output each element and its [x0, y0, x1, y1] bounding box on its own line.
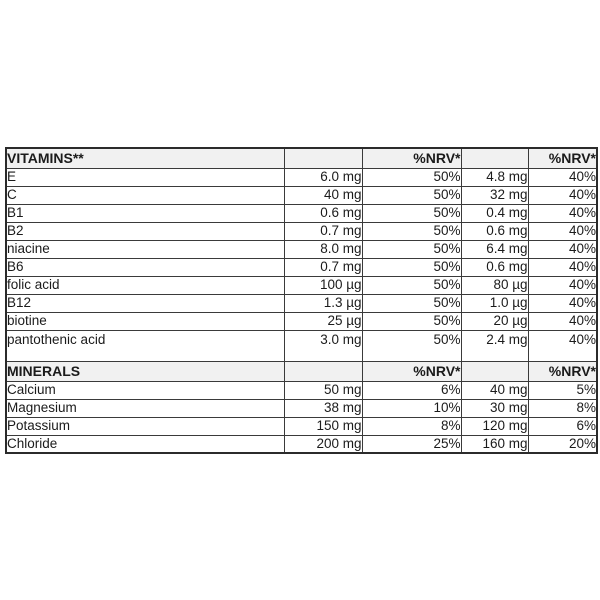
table-row: [6, 399, 597, 417]
nutrient-name: Chloride: [6, 435, 284, 453]
nrv-2: 40%: [528, 240, 597, 258]
amount-1: 3.0 mg: [284, 330, 362, 361]
nutrient-name: B1: [6, 204, 284, 222]
nutrient-name: Potassium: [6, 417, 284, 435]
amount-1: 150 mg: [284, 417, 362, 435]
nrv-1: 50%: [362, 294, 461, 312]
table-row: [6, 312, 597, 330]
amount-2: 80 µg: [461, 276, 528, 294]
amount-1: 0.7 mg: [284, 258, 362, 276]
amount-2-header: [461, 361, 528, 381]
table-row: [6, 258, 597, 276]
amount-1: 40 mg: [284, 186, 362, 204]
nrv-1: 50%: [362, 168, 461, 186]
amount-1: 6.0 mg: [284, 168, 362, 186]
table-row: [6, 186, 597, 204]
nrv-2: 40%: [528, 330, 597, 361]
nrv-1-header: %NRV*: [362, 148, 461, 168]
nrv-2: 40%: [528, 258, 597, 276]
nrv-2: 40%: [528, 276, 597, 294]
table-row: [6, 294, 597, 312]
nrv-1: 50%: [362, 276, 461, 294]
amount-2: 1.0 µg: [461, 294, 528, 312]
amount-2: 4.8 mg: [461, 168, 528, 186]
nutrient-name: folic acid: [6, 276, 284, 294]
nrv-1-header: %NRV*: [362, 361, 461, 381]
amount-2: 32 mg: [461, 186, 528, 204]
nrv-1: 50%: [362, 258, 461, 276]
amount-2: 30 mg: [461, 399, 528, 417]
table-row: [6, 168, 597, 186]
nrv-1: 50%: [362, 312, 461, 330]
amount-2: 40 mg: [461, 381, 528, 399]
section-header-row: [6, 148, 597, 168]
nrv-1: 50%: [362, 186, 461, 204]
amount-1: 100 µg: [284, 276, 362, 294]
nrv-2: 40%: [528, 312, 597, 330]
nutrient-name: B2: [6, 222, 284, 240]
nrv-2: 40%: [528, 294, 597, 312]
nutrient-name: biotine: [6, 312, 284, 330]
amount-1: 1.3 µg: [284, 294, 362, 312]
nrv-2-header: %NRV*: [528, 148, 597, 168]
table-row: [6, 240, 597, 258]
section-title: VITAMINS**: [6, 148, 284, 168]
nrv-1: 10%: [362, 399, 461, 417]
nrv-1: 50%: [362, 330, 461, 361]
amount-2: 2.4 mg: [461, 330, 528, 361]
nrv-1: 50%: [362, 222, 461, 240]
amount-1: 8.0 mg: [284, 240, 362, 258]
table-row: [6, 381, 597, 399]
nrv-2: 6%: [528, 417, 597, 435]
amount-1: 0.6 mg: [284, 204, 362, 222]
amount-1: 0.7 mg: [284, 222, 362, 240]
nrv-1: 50%: [362, 204, 461, 222]
table-row: [6, 276, 597, 294]
nrv-2: 8%: [528, 399, 597, 417]
nrv-2-header: %NRV*: [528, 361, 597, 381]
nrv-2: 40%: [528, 222, 597, 240]
table-row: [6, 330, 597, 361]
nutrient-name: Magnesium: [6, 399, 284, 417]
amount-2: 20 µg: [461, 312, 528, 330]
nrv-1: 8%: [362, 417, 461, 435]
amount-1: 200 mg: [284, 435, 362, 453]
amount-2: 0.4 mg: [461, 204, 528, 222]
nrv-2: 40%: [528, 168, 597, 186]
nutrient-name: B12: [6, 294, 284, 312]
amount-1: 50 mg: [284, 381, 362, 399]
nutrient-name: C: [6, 186, 284, 204]
amount-1: 38 mg: [284, 399, 362, 417]
nutrition-table: [5, 147, 598, 454]
nrv-2: 5%: [528, 381, 597, 399]
amount-1-header: [284, 361, 362, 381]
amount-2: 160 mg: [461, 435, 528, 453]
nutrient-name: B6: [6, 258, 284, 276]
nrv-2: 40%: [528, 204, 597, 222]
amount-2: 120 mg: [461, 417, 528, 435]
table-row: [6, 435, 597, 453]
nrv-2: 20%: [528, 435, 597, 453]
amount-2: 0.6 mg: [461, 222, 528, 240]
table-row: [6, 204, 597, 222]
table-row: [6, 417, 597, 435]
nutrient-name: pantothenic acid: [6, 330, 284, 361]
nutrition-table-body: [6, 148, 597, 453]
nutrient-name: niacine: [6, 240, 284, 258]
nrv-2: 40%: [528, 186, 597, 204]
amount-1-header: [284, 148, 362, 168]
section-header-row: [6, 361, 597, 381]
nrv-1: 50%: [362, 240, 461, 258]
nrv-1: 25%: [362, 435, 461, 453]
nutrient-name: E: [6, 168, 284, 186]
nrv-1: 6%: [362, 381, 461, 399]
section-title: MINERALS: [6, 361, 284, 381]
amount-2: 0.6 mg: [461, 258, 528, 276]
amount-1: 25 µg: [284, 312, 362, 330]
nutrient-name: Calcium: [6, 381, 284, 399]
amount-2-header: [461, 148, 528, 168]
amount-2: 6.4 mg: [461, 240, 528, 258]
table-row: [6, 222, 597, 240]
